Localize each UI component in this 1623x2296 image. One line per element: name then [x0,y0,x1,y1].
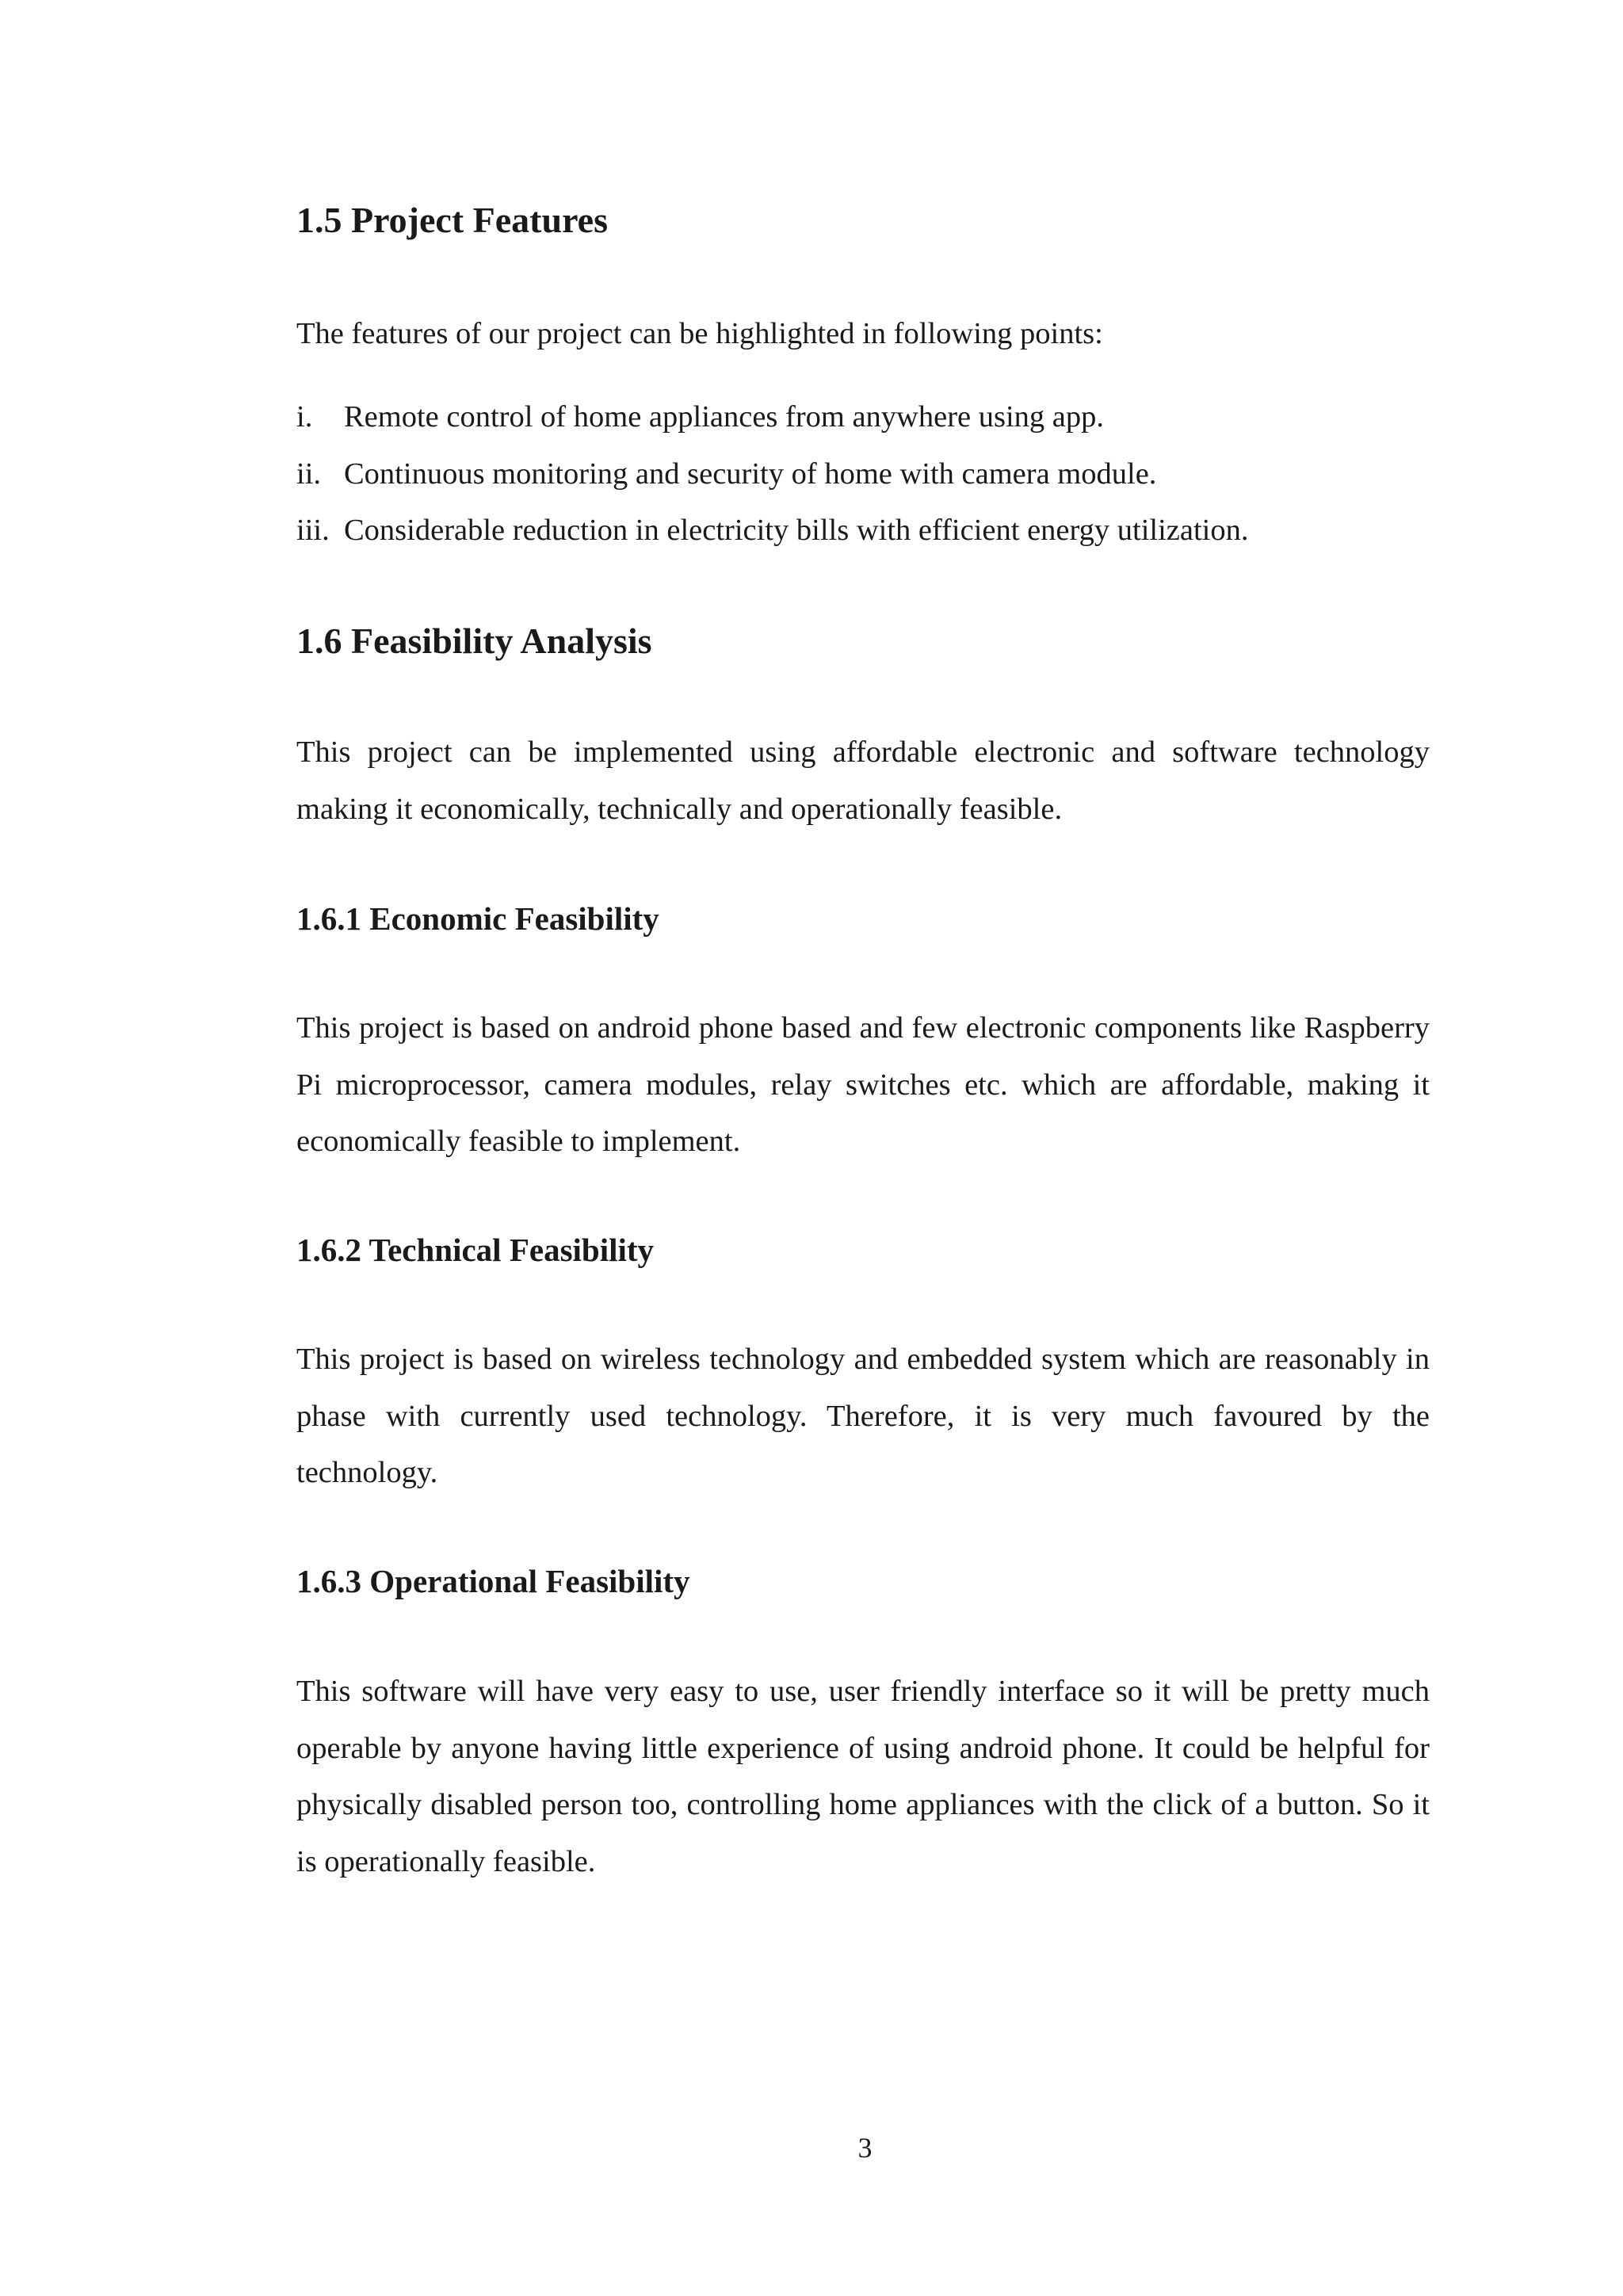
section-heading-feasibility-analysis: 1.6 Feasibility Analysis [296,621,652,661]
list-marker: iii. [296,514,330,547]
economic-feasibility-paragraph: This project is based on android phone based and few electronic components like Raspberry Pi microprocessor, camera modules, relay switches etc. which are affordable, making it economically feasible to implement. [296,1011,1430,1158]
section-heading-project-features: 1.5 Project Features [296,200,608,240]
features-intro-text: The features of our project can be highlighted in following points: [296,317,1103,350]
section-heading-operational-feasibility: 1.6.3 Operational Feasibility [296,1563,690,1599]
page-number: 3 [857,2132,873,2164]
list-item [296,502,1248,560]
operational-feasibility-paragraph: This software will have very easy to use, user friendly interface so it will be pretty much operable by anyone having little experience of using android phone. It could be helpful for physically disabled person too, controlling home appliances with the click of a button. So it is operationally feasible. [296,1675,1430,1878]
list-item [296,389,1248,446]
list-item-text: Remote control of home appliances from anywhere using app. [344,400,1105,434]
list-marker: ii. [296,457,322,491]
list-item-text: Continuous monitoring and security of home with camera module. [344,457,1157,491]
section-heading-economic-feasibility: 1.6.1 Economic Feasibility [296,900,659,937]
technical-feasibility-paragraph: This project is based on wireless technology and embedded system which are reasonably in phase with currently used technology. Therefore, it is very much favoured by the technology. [296,1343,1430,1489]
list-marker: i. [296,400,313,434]
features-list [296,389,1248,560]
section-heading-technical-feasibility: 1.6.2 Technical Feasibility [296,1232,655,1268]
feasibility-analysis-paragraph: This project can be implemented using affordable electronic and software technology making it economically, technically and operationally feasible. [296,735,1430,826]
list-item [296,446,1248,503]
list-item-text: Considerable reduction in electricity bills with efficient energy utilization. [344,514,1249,547]
